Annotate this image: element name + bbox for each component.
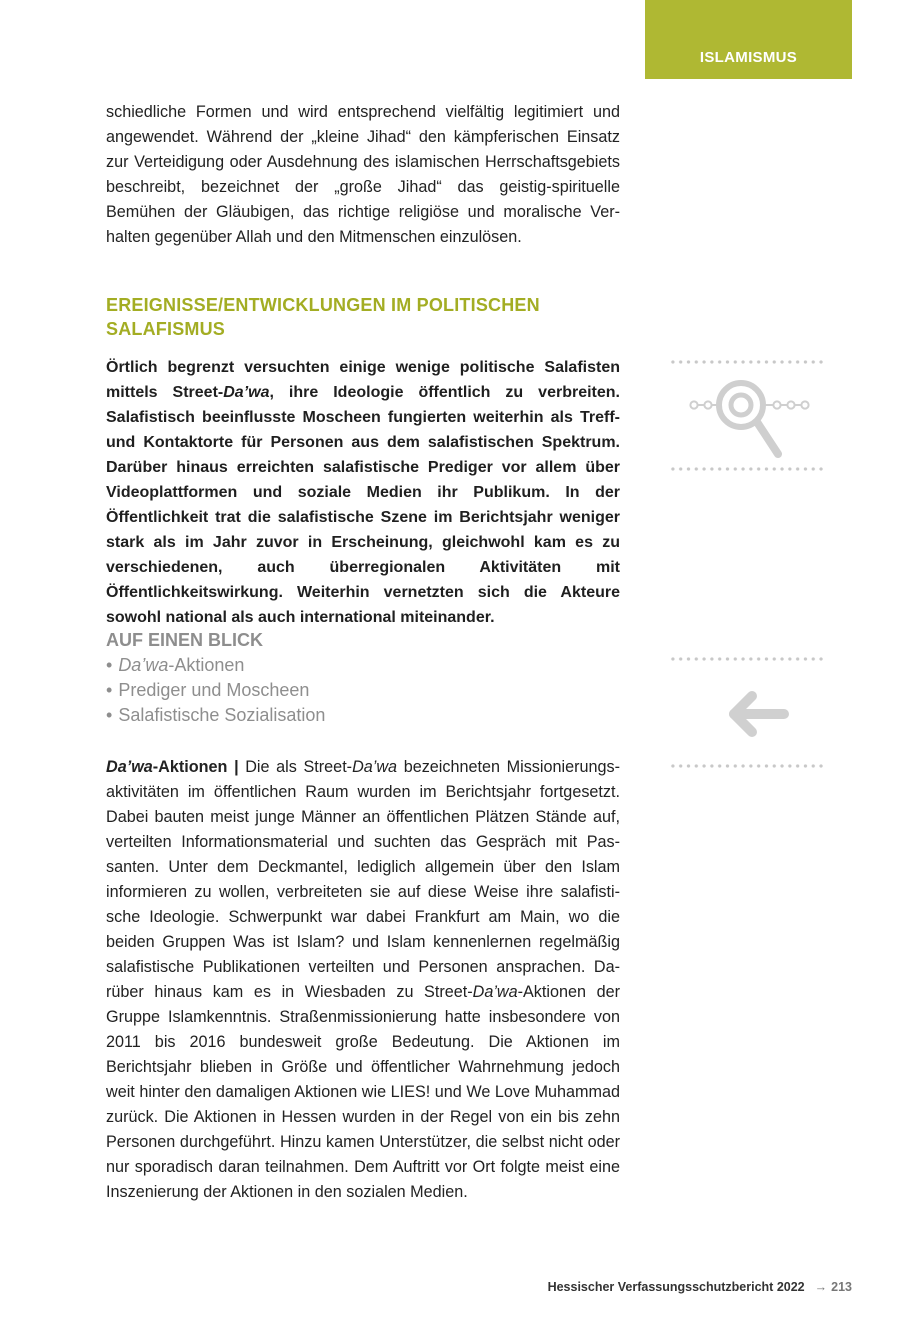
list-item-text: Prediger und Moscheen [118, 680, 310, 700]
body-text-2: bezeichneten Missionierungsaktivitäten im öffentlichen Raum wurden im Berichtsjahr fortgesetzt. Dabei bauten meist junge Männer an öffentlichen Plätzen Stände auf, verteilten Informationsmaterial und suchten das Gespräch mit Passanten. Unter dem Deckmantel, lediglich allgemein über den Islam informieren zu wollen, verbreiteten sie auf diese Weise ihre salafistische Ideologie. Schwerpunkt war dabei Frankfurt am Main, wo die beiden Gruppen Was ist Islam? und Islam kennenlernen regelmäßig salafistische Publikationen verteilten und Personen ansprachen. Darüber hinaus kam es in Wiesbaden zu Street- [106, 758, 620, 1001]
bullet: • [106, 655, 113, 675]
body-term-2: Da’wa [472, 983, 518, 1001]
list-item [106, 703, 620, 728]
list-item-text: Salafistische Sozialisation [118, 705, 326, 725]
body-text-1: Die als Street- [238, 758, 353, 776]
dotted-divider [669, 764, 825, 768]
at-a-glance-box [106, 628, 620, 728]
dotted-divider [669, 657, 825, 661]
list-item [106, 678, 620, 703]
intro-paragraph: schiedliche Formen und wird entsprechend vielfältig legitimiert und angewendet. Während der „kleine Jihad“ den kämpferischen Einsatz zur Verteidigung oder Ausdehnung des islamischen Herrschaftsgebiets beschreibt, bezeichnet der „große Jihad“ das geistig-spirituelle Bemühen der Gläubigen, das richtige religiöse und moralische Verhalten gegenüber Allah und den Mitmenschen einzulösen. [106, 103, 620, 246]
bullet: • [106, 680, 113, 700]
lead-term: Da’wa [223, 384, 270, 401]
section-heading: EREIGNISSE/ENTWICKLUNGEN IM POLITISCHEN SALAFISMUS [106, 295, 540, 339]
body-term-1: Da’wa [352, 758, 398, 776]
at-a-glance-title: AUF EINEN BLICK [106, 630, 263, 650]
body-paragraph [106, 755, 620, 1205]
page-footer [548, 1280, 852, 1294]
lead-text-1: Örtlich begrenzt versuchten einige wenige politische Salafisten mittels Street- [106, 359, 620, 401]
list-item-term: Da’wa [118, 655, 169, 675]
dotted-divider [669, 360, 825, 364]
section-tab [645, 0, 852, 79]
arrow-left-icon [726, 690, 792, 738]
lead-in-text: -Aktionen | [152, 758, 239, 776]
at-a-glance-list [106, 653, 620, 728]
lead-text-2: , ihre Ideologie öffentlich zu verbreiten. Salafistisch beeinflusste Moscheen fungierten weiterhin als Treff- und Kontaktorte für Personen aus dem salafistischen Spektrum. Darüber hinaus erreichten salafistische Prediger vor allem über Videoplattformen und soziale Medien ihr Publikum. In der Öffentlichkeit trat die salafistische Szene im Berichtsjahr weniger stark als im Jahr zuvor in Erscheinung, gleichwohl kam es zu verschiedenen, auch überregionalen Aktivitäten mit Öffentlichkeitswirkung. Weiterhin vernetzten sich die Akteure sowohl national als auch international miteinander. [106, 384, 620, 626]
page-indicator [815, 1280, 852, 1294]
lead-in-term: Da’wa [106, 758, 153, 776]
arrow-right-icon: → [814, 1280, 828, 1294]
bullet: • [106, 705, 113, 725]
list-item-text: -Aktionen [168, 655, 245, 675]
lead-paragraph [106, 355, 620, 630]
paragraph-lead-in [106, 758, 239, 776]
list-item [106, 653, 620, 678]
dotted-divider [669, 467, 825, 471]
body-text-3: -Aktionen der Gruppe Islamkenntnis. Straßenmissionierung hatte insbesondere von 2011 bis 2016 bundesweit große Bedeutung. Die Aktionen im Berichtsjahr blieben in Größe und öffentlicher Wahrnehmung jedoch weit hinter den damaligen Aktionen wie LIES! und We Love Muhammad zurück. Die Aktionen in Hessen wurden in der Regel von ein bis zehn Personen durchgeführt. Hinzu kamen Unterstützer, die selbst nicht oder nur sporadisch daran teilnahmen. Dem Auftritt vor Ort folgte meist eine Inszenierung der Aktionen in den sozialen Medien. [106, 983, 620, 1201]
publication-title: Hessischer Verfassungsschutzbericht 2022 [547, 1280, 805, 1294]
section-tab-label: ISLAMISMUS [699, 49, 798, 66]
page-number: 213 [831, 1280, 852, 1294]
magnifier-network-icon [684, 376, 814, 462]
